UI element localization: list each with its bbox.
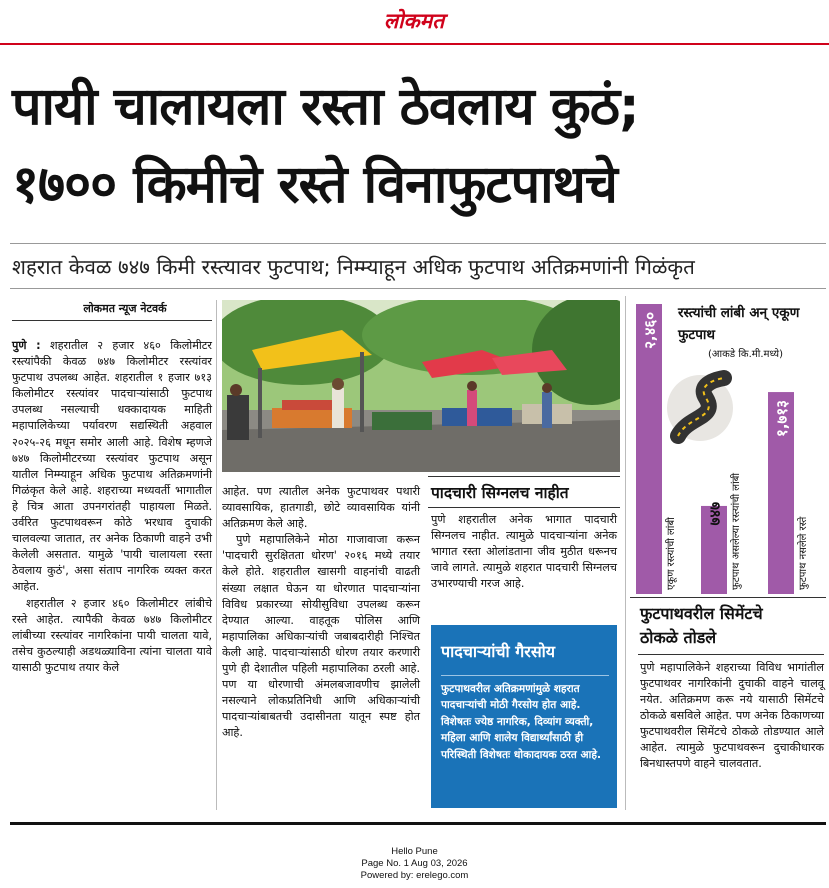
inconvenience-box-text: फुटपाथवरील अतिक्रमणांमुळे शहरात पादचाऱ्यांची मोठी गैरसोय होत आहे. विशेषतः ज्येष्ठ नागरिक, दिव्यांग व्यक्ती, महिला आणि शालेय विद्यार्थ्यांसाठी ही परिस्थिती विशेषतः धोकादायक ठरत आहे. xyxy=(441,683,601,761)
chart-value-label: ७४७ xyxy=(706,501,724,526)
article-column-1 xyxy=(12,338,212,676)
chart-title: रस्त्यांची लांबी अन् एकूण फुटपाथ xyxy=(678,305,800,343)
cement-box-title-line-2: ठोकळे तोडले xyxy=(640,628,717,647)
page-bottom-rule xyxy=(10,822,826,825)
inconvenience-box-title: पादचाऱ्यांची गैरसोय xyxy=(441,642,556,661)
cement-box-rule xyxy=(638,654,824,655)
byline: लोकमत न्यूज नेटवर्क xyxy=(83,302,167,315)
street-market-photo xyxy=(222,300,620,472)
road-icon xyxy=(667,375,733,441)
cement-box-title xyxy=(640,602,828,650)
column-1-paragraph-2: शहरातील २ हजार ४६० किलोमीटर लांबीचे रस्ते आहेत. त्यापैकी केवळ ७४७ किलोमीटर लांबीच्या रस्त्यांवर नागरिकांना पायी चालता यावे, तसेच कुठल्याही अडथळ्याविना त्यांना चालता यावे यासाठी फुटपाथ तयार केले xyxy=(12,596,212,674)
column-2-paragraph-2: पुणे महापालिकेने मोठा गाजावाजा करून 'पादचारी सुरक्षितता धोरण' २०१६ मध्ये तयार केले होते. शहरातील खासगी वाहनांची वाढती संख्या लक्षात घेऊन या धोरणात पादचाऱ्यांना विविध प्रकारच्या सोयीसुविधा उपलब्ध करून देण्यात आल्या. वाहतूक पोलिस आणि महापालिका अधिकाऱ्यांची जबाबदारीही निश्चित केली आहे. पादचाऱ्यांसाठी धोरण तयार करणारी पुणे ही देशातील पहिली महापालिका ठरली आहे. पण या धोरणाची अंमलबजावणीच झालेली नसल्याने लोकप्रतिनिधी आणि अधिकाऱ्यांची पादचाऱ्यांबाबतची उदासीनता यातून स्पष्ट होत आहे. xyxy=(222,533,420,740)
headline-divider xyxy=(10,243,826,244)
pedestrian-inconvenience-box xyxy=(431,625,617,808)
footer-edition: Hello Pune xyxy=(391,846,438,857)
newspaper-logo: लोकमत xyxy=(383,9,445,33)
chart-subtitle: (आकडे कि.मी.मध्ये) xyxy=(708,349,783,360)
chart-value-label: १,७१३ xyxy=(773,400,791,437)
cement-box-title-line-1: फुटपाथवरील सिमेंटचे xyxy=(640,604,763,623)
road-length-chart xyxy=(630,296,826,598)
column-divider-1 xyxy=(216,300,217,810)
headline-line-2: १७०० किमीचे रस्ते विनाफुटपाथचे xyxy=(12,155,617,215)
footer-page-date: Page No. 1 Aug 03, 2026 xyxy=(361,858,468,869)
cement-box-text: पुणे महापालिकेने शहराच्या विविध भागांतील फुटपाथवर नागरिकांनी दुचाकी वाहने चालवू नयेत. अतिक्रमण करू नये यासाठी सिमेंटचे ठोकळे बसविले आहेत. पण अनेक ठिकाणच्या फुटपाथवरील सिमेंटचे ठोकळे तोडण्यात आले आहेत. त्यामुळे फुटपाथवरून दुचाकीधारक बिनधास्तपणे वाहने चालवतात. xyxy=(640,661,824,770)
signal-box-title: पादचारी सिग्नलच नाहीत xyxy=(431,484,569,502)
article-column-2 xyxy=(222,484,420,742)
signal-box-title-rule xyxy=(428,507,620,508)
column-1-paragraph-1: शहरातील २ हजार ४६० किलोमीटर रस्त्यांपैकी केवळ ७४७ किलोमीटर रस्त्यांवर फुटपाथ उपलब्ध आहेत. शहरातील १ हजार ७१३ किलोमीटर रस्त्यांवर पादचाऱ्यांसाठी फुटपाथ उपलब्ध नसल्याची धक्कादायक माहिती महापालिकेच्या पर्यावरण सद्यस्थिती अहवाल २०२५-२६ मधून समोर आली आहे. विशेष म्हणजे ७४७ किलोमीटरच्या रस्त्यांवर फुटपाथ असून यातील निम्म्याहून अधिक फुटपाथ अतिक्रमणांनी गिळंकृत केले आहे. शहराच्या मध्यवर्ती भागातील हे चित्र आता उपनगरांतही पाहायला मिळते. उर्वरित फुटपाथवरून कोठे भरधाव दुचाकी चालवल्या जातात, तर अनेक ठिकाणी वाहने उभी केलेली असतात. यामुळे 'पायी चालायला रस्ता ठेवलाय कुठं', असा संताप नागरिक व्यक्त करत आहेत. xyxy=(12,339,213,594)
signal-box-text: पुणे शहरातील अनेक भागात पादचारी सिग्नलच नाहीत. त्यामुळे पादचाऱ्यांना अनेक भागात रस्ता ओलांडताना जीव मुठीत धरूनच जावे लागते. त्यामुळे शहरात पादचारी सिग्नलच उभारण्याची गरज आहे. xyxy=(431,513,617,590)
subheadline: शहरात केवळ ७४७ किमी रस्त्यावर फुटपाथ; निम्म्याहून अधिक फुटपाथ अतिक्रमणांनी गिळंकृत xyxy=(12,255,695,279)
subheadline-divider xyxy=(10,288,826,289)
street-photo-illustration xyxy=(222,300,620,472)
inconvenience-box-rule xyxy=(441,675,609,676)
masthead-rule xyxy=(0,43,829,45)
chart-bottom-rule xyxy=(630,597,826,598)
chart-category-label: फुटपाथ असलेल्या रस्त्यांची लांबी xyxy=(731,473,742,590)
dateline: पुणे : xyxy=(12,339,41,352)
chart-category-label: एकूण रस्त्यांची लांबी xyxy=(666,517,677,590)
signal-box-top-rule xyxy=(428,476,620,477)
chart-value-label: २,४६० xyxy=(641,312,659,349)
chart-category-label: फुटपाथ नसलेले रस्ते xyxy=(798,516,809,590)
footer-powered-by: Powered by: erelego.com xyxy=(360,870,469,881)
headline-line-1: पायी चालायला रस्ता ठेवलाय कुठं; xyxy=(12,77,639,137)
column-2-paragraph-1: आहेत. पण त्यातील अनेक फुटपाथवर पथारी व्यावसायिक, हातगाडी, छोटे व्यावसायिक यांनी अतिक्रमण केले आहे. xyxy=(222,485,420,531)
byline-rule xyxy=(12,320,212,321)
column-divider-2 xyxy=(625,296,626,810)
masthead xyxy=(0,0,829,44)
